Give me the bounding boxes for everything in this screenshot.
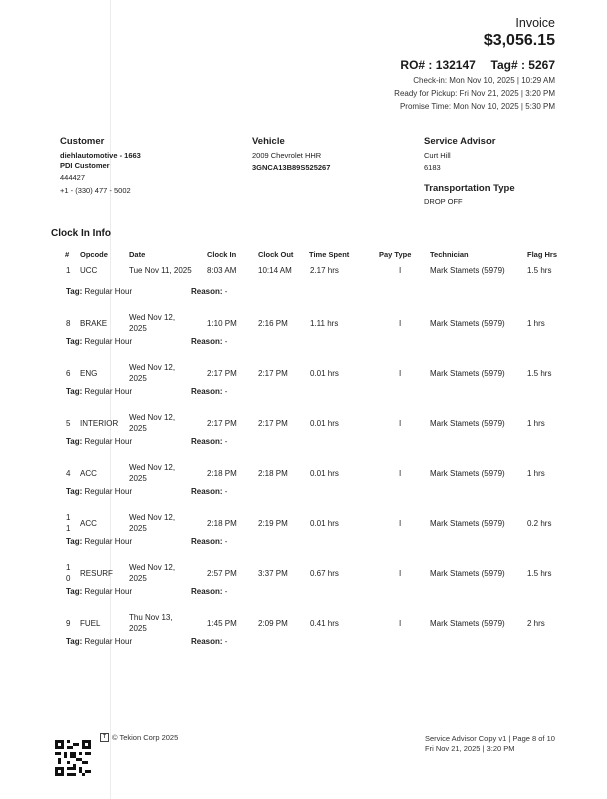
row-flag-hrs: 1.5 hrs (527, 266, 552, 275)
col-header-clock-in: Clock In (207, 250, 237, 259)
col-header-clock-out: Clock Out (258, 250, 294, 259)
row-num: 1 (66, 563, 71, 572)
checkin-time: Check-in: Mon Nov 10, 2025 | 10:29 AM (413, 76, 555, 85)
row-clock-out: 2:19 PM (258, 519, 288, 528)
row-reason-label: Reason: (191, 387, 223, 396)
row-opcode: ACC (80, 469, 97, 478)
row-tag-label: Tag: (66, 537, 83, 546)
row-clock-in: 1:10 PM (207, 319, 237, 328)
row-tag-label: Tag: (66, 387, 83, 396)
row-date: Tue Nov 11, 2025 (129, 266, 192, 275)
row-time-spent: 0.01 hrs (310, 419, 339, 428)
row-flag-hrs: 1.5 hrs (527, 569, 552, 578)
row-reason-label: Reason: (191, 537, 223, 546)
row-reason-label: Reason: (191, 637, 223, 646)
row-reason-label: Reason: (191, 587, 223, 596)
col-header-num: # (65, 250, 70, 259)
row-tag-label: Tag: (66, 587, 83, 596)
row-clock-out: 3:37 PM (258, 569, 288, 578)
row-tag (66, 537, 132, 546)
row-tag-label: Tag: (66, 637, 83, 646)
row-num: 4 (66, 469, 71, 478)
row-reason-label: Reason: (191, 437, 223, 446)
row-clock-out: 2:17 PM (258, 369, 288, 378)
clock-in-title: Clock In Info (51, 228, 111, 239)
row-flag-hrs: 1.5 hrs (527, 369, 552, 378)
row-reason (191, 587, 227, 596)
row-reason-value: - (224, 487, 228, 496)
col-header-time-spent: Time Spent (309, 250, 350, 259)
col-header-flag-hrs: Flag Hrs (527, 250, 558, 259)
row-reason (191, 387, 227, 396)
row-clock-out: 2:18 PM (258, 469, 288, 478)
row-time-spent: 0.01 hrs (310, 369, 339, 378)
customer-name: diehlautomotive - 1663 (60, 151, 141, 160)
row-flag-hrs: 2 hrs (527, 619, 545, 628)
tag-label: Tag# : (490, 58, 525, 72)
row-tag-label: Tag: (66, 487, 83, 496)
service-advisor-title: Service Advisor (424, 136, 496, 147)
row-tag-label: Tag: (66, 437, 83, 446)
tag-number: 5267 (528, 58, 555, 72)
row-technician: Mark Stamets (5979) (430, 266, 505, 275)
row-tag (66, 637, 132, 646)
row-reason (191, 337, 227, 346)
row-tag-value: Regular Hour (84, 387, 133, 396)
row-time-spent: 2.17 hrs (310, 266, 339, 275)
row-pay-type: I (399, 469, 402, 478)
row-clock-out: 2:16 PM (258, 319, 288, 328)
row-pay-type: I (399, 369, 402, 378)
row-date: Thu Nov 13, (129, 613, 173, 622)
customer-title: Customer (60, 136, 105, 147)
row-reason-value: - (224, 287, 228, 296)
row-tag-value: Regular Hour (84, 287, 133, 296)
row-clock-in: 2:17 PM (207, 369, 237, 378)
row-tag-label: Tag: (66, 287, 83, 296)
col-header-pay-type: Pay Type (379, 250, 412, 259)
row-clock-out: 2:09 PM (258, 619, 288, 628)
ro-tag-line (400, 58, 555, 72)
row-tag-value: Regular Hour (84, 637, 133, 646)
qr-code-icon (55, 740, 91, 776)
row-opcode: INTERIOR (80, 419, 119, 428)
invoice-label: Invoice (515, 16, 555, 30)
ro-label: RO# : (400, 58, 433, 72)
row-date: Wed Nov 12, (129, 463, 176, 472)
row-technician: Mark Stamets (5979) (430, 469, 505, 478)
row-reason-value: - (224, 587, 228, 596)
row-num: 1 (66, 513, 71, 522)
row-num: 1 (66, 266, 71, 275)
transportation-title: Transportation Type (424, 183, 515, 194)
row-date: Wed Nov 12, (129, 313, 176, 322)
row-time-spent: 0.01 hrs (310, 519, 339, 528)
row-date: Wed Nov 12, (129, 413, 176, 422)
row-time-spent: 0.01 hrs (310, 469, 339, 478)
row-technician: Mark Stamets (5979) (430, 569, 505, 578)
row-pay-type: I (399, 569, 402, 578)
row-num: 5 (66, 419, 71, 428)
row-tag-value: Regular Hour (84, 587, 133, 596)
row-clock-out: 10:14 AM (258, 266, 292, 275)
transportation-value: DROP OFF (424, 197, 463, 206)
row-reason (191, 437, 227, 446)
row-pay-type: I (399, 519, 402, 528)
row-date-year: 2025 (129, 374, 147, 383)
row-tag-value: Regular Hour (84, 337, 133, 346)
row-num-second: 1 (66, 524, 71, 533)
row-reason-label: Reason: (191, 487, 223, 496)
row-date: Wed Nov 12, (129, 513, 176, 522)
row-flag-hrs: 1 hrs (527, 469, 545, 478)
row-num: 9 (66, 619, 71, 628)
row-tag-value: Regular Hour (84, 487, 133, 496)
row-clock-in: 8:03 AM (207, 266, 237, 275)
row-reason-value: - (224, 337, 228, 346)
footer-page-info (425, 734, 555, 754)
row-reason-value: - (224, 387, 228, 396)
footer-copyright (100, 733, 178, 742)
col-header-opcode: Opcode (80, 250, 108, 259)
row-date-year: 2025 (129, 424, 147, 433)
row-time-spent: 1.11 hrs (310, 319, 339, 328)
row-time-spent: 0.41 hrs (310, 619, 339, 628)
row-num: 8 (66, 319, 71, 328)
promise-time: Promise Time: Mon Nov 10, 2025 | 5:30 PM (399, 102, 555, 111)
tekion-logo-icon: T (100, 733, 109, 742)
row-opcode: ENG (80, 369, 98, 378)
row-num: 6 (66, 369, 71, 378)
row-reason (191, 637, 227, 646)
row-technician: Mark Stamets (5979) (430, 319, 505, 328)
row-tag (66, 437, 132, 446)
row-time-spent: 0.67 hrs (310, 569, 339, 578)
row-reason (191, 487, 227, 496)
row-opcode: FUEL (80, 619, 101, 628)
copyright-text: © Tekion Corp 2025 (112, 733, 179, 742)
ro-number: 132147 (435, 58, 476, 72)
row-flag-hrs: 1 hrs (527, 419, 545, 428)
row-date-year: 2025 (129, 474, 147, 483)
row-clock-out: 2:17 PM (258, 419, 288, 428)
row-tag (66, 387, 132, 396)
row-opcode: RESURF (80, 569, 113, 578)
row-flag-hrs: 0.2 hrs (527, 519, 552, 528)
scan-artifact-line (110, 0, 111, 799)
row-technician: Mark Stamets (5979) (430, 369, 505, 378)
row-tag-value: Regular Hour (84, 537, 133, 546)
row-technician: Mark Stamets (5979) (430, 619, 505, 628)
row-date-year: 2025 (129, 524, 147, 533)
row-reason-label: Reason: (191, 337, 223, 346)
vehicle-model: 2009 Chevrolet HHR (252, 151, 322, 160)
customer-number: 444427 (60, 173, 86, 182)
row-tag-label: Tag: (66, 337, 83, 346)
row-pay-type: I (399, 419, 402, 428)
col-header-technician: Technician (430, 250, 469, 259)
ready-for-pickup-time: Ready for Pickup: Fri Nov 21, 2025 | 3:20 PM (394, 89, 555, 98)
row-date-year: 2025 (129, 574, 147, 583)
service-advisor-id: 6183 (424, 163, 441, 172)
row-pay-type: I (399, 266, 402, 275)
service-advisor-name: Curt Hill (424, 151, 451, 160)
row-technician: Mark Stamets (5979) (430, 419, 505, 428)
row-reason-value: - (224, 637, 228, 646)
vehicle-title: Vehicle (252, 136, 285, 147)
row-opcode: ACC (80, 519, 97, 528)
row-date-year: 2025 (129, 624, 147, 633)
row-pay-type: I (399, 619, 402, 628)
row-reason-value: - (224, 437, 228, 446)
row-opcode: UCC (80, 266, 98, 275)
row-opcode: BRAKE (80, 319, 108, 328)
row-tag (66, 487, 132, 496)
row-tag (66, 587, 132, 596)
row-tag (66, 337, 132, 346)
row-date-year: 2025 (129, 324, 147, 333)
col-header-date: Date (129, 250, 146, 259)
row-clock-in: 2:18 PM (207, 469, 237, 478)
row-reason (191, 537, 227, 546)
customer-type: PDI Customer (60, 161, 110, 170)
row-reason-label: Reason: (191, 287, 223, 296)
row-pay-type: I (399, 319, 402, 328)
vehicle-vin: 3GNCA13B89S525267 (252, 163, 331, 172)
row-date: Wed Nov 12, (129, 363, 176, 372)
row-reason-value: - (224, 537, 228, 546)
row-tag (66, 287, 132, 296)
row-clock-in: 2:18 PM (207, 519, 237, 528)
invoice-total: $3,056.15 (483, 32, 555, 49)
row-clock-in: 2:57 PM (207, 569, 237, 578)
customer-phone: +1 - (330) 477 - 5002 (60, 186, 131, 195)
printed-time: Fri Nov 21, 2025 | 3:20 PM (425, 744, 515, 753)
row-date: Wed Nov 12, (129, 563, 176, 572)
row-clock-in: 2:17 PM (207, 419, 237, 428)
row-tag-value: Regular Hour (84, 437, 133, 446)
row-flag-hrs: 1 hrs (527, 319, 545, 328)
row-clock-in: 1:45 PM (207, 619, 237, 628)
row-technician: Mark Stamets (5979) (430, 519, 505, 528)
row-reason (191, 287, 227, 296)
row-num-second: 0 (66, 574, 71, 583)
copy-page-info: Service Advisor Copy v1 | Page 8 of 10 (425, 734, 555, 743)
